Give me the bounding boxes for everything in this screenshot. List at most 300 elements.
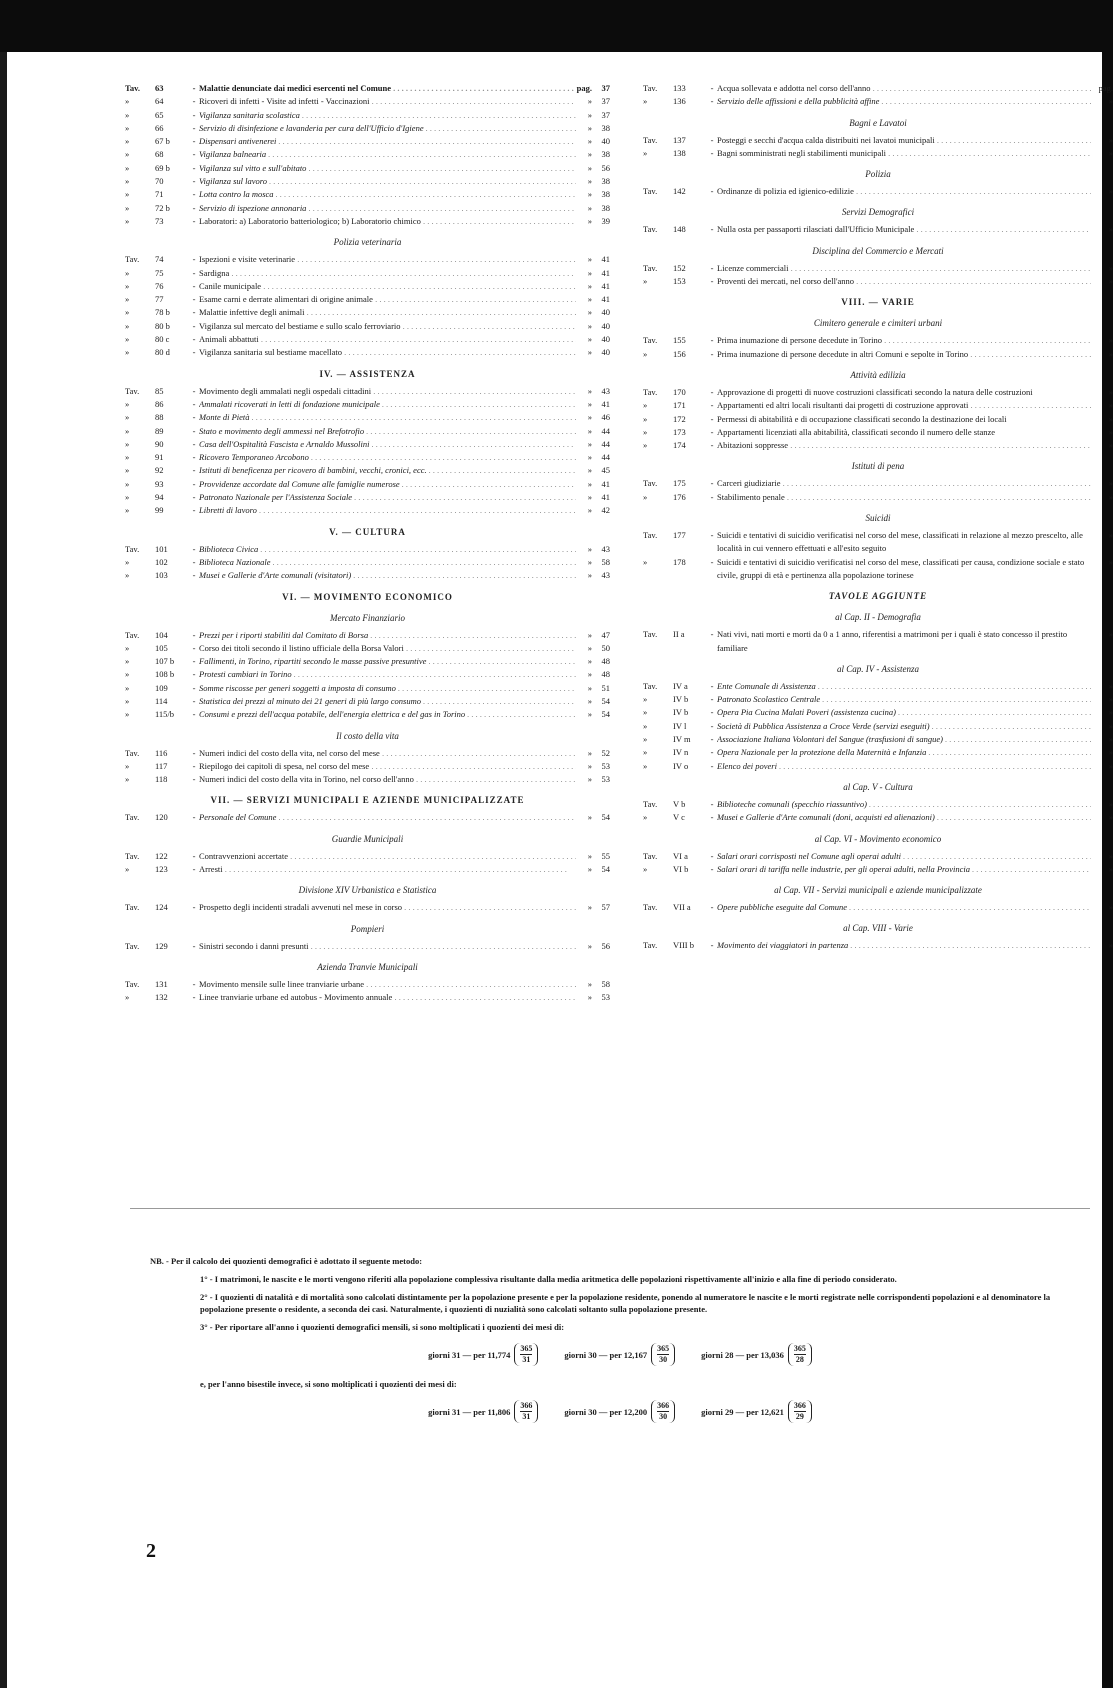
table-number: 173: [673, 426, 686, 437]
entry-dash: -: [192, 189, 196, 200]
page-prefix: »: [587, 334, 592, 345]
table-label: »: [125, 438, 130, 449]
table-label: »: [125, 320, 130, 331]
table-number: IV o: [673, 760, 689, 771]
entry-title: Fallimenti, in Torino, ripartiti secondo le masse passive presuntive . . .: [199, 655, 576, 668]
table-number: 91: [155, 452, 164, 463]
entry-dash: -: [710, 863, 714, 874]
page-reference: »: [1108, 335, 1113, 346]
page-prefix: »: [587, 136, 592, 147]
table-number: 107 b: [155, 656, 175, 667]
table-label: »: [125, 709, 130, 720]
page-number: 2: [146, 1540, 156, 1562]
entry-title: Società di Pubblica Assistenza a Croce Verde (servizi eseguiti) . . .: [717, 720, 1091, 733]
index-entry: [125, 122, 610, 135]
page-reference: 41: [601, 267, 610, 278]
index-entry: [125, 642, 610, 655]
table-number: 99: [155, 505, 164, 516]
note-3: 3° - Per riportare all'anno i quozienti demografici mensili, si sono moltiplicati i quozienti dei mesi di:: [200, 1322, 565, 1332]
page-reference: 38: [601, 122, 610, 133]
entry-title: Movimento degli ammalati negli ospedali cittadini . . .: [199, 385, 576, 398]
nb-label: NB. -: [150, 1256, 169, 1266]
table-label: »: [643, 734, 648, 745]
index-column-left: [125, 82, 610, 1005]
page-reference: 43: [601, 570, 610, 581]
formula-row-1: [150, 1343, 1090, 1366]
entry-dash: -: [192, 774, 196, 785]
multiplier-label: giorni 31 — per 11,806: [428, 1406, 511, 1417]
entry-dash: -: [710, 386, 714, 397]
multiplier-item: [701, 1400, 812, 1423]
entry-dash: -: [710, 491, 714, 502]
page-reference: 43: [601, 385, 610, 396]
page-reference: »: [1108, 680, 1113, 691]
table-label: »: [125, 492, 130, 503]
table-number: 177: [673, 530, 686, 541]
page-reference: »: [1108, 940, 1113, 951]
index-entry: [643, 720, 1113, 733]
page-reference: 52: [601, 747, 610, 758]
page-prefix: »: [587, 267, 592, 278]
table-label: »: [643, 413, 648, 424]
entry-title: Malattie infettive degli animali . . .: [199, 306, 576, 319]
table-label: »: [125, 398, 130, 409]
index-entry: [125, 175, 610, 188]
section-heading: al Cap. VII - Servizi municipali e aziende municipalizzate: [774, 885, 982, 896]
page-reference: 41: [601, 478, 610, 489]
page-reference: »: [1108, 262, 1113, 273]
page-reference: 40: [601, 136, 610, 147]
table-label: »: [125, 465, 130, 476]
entry-title: Permessi di abitabilità e di occupazione classificati secondo la destinazione dei locali: [717, 413, 1007, 424]
entry-title: Patronato Scolastico Centrale . . .: [717, 693, 1091, 706]
table-number: 80 b: [155, 320, 170, 331]
entry-dash: -: [192, 760, 196, 771]
table-label: Tav.: [125, 83, 141, 93]
page-prefix: »: [587, 940, 592, 951]
table-label: »: [125, 425, 130, 436]
page-prefix: »: [587, 709, 592, 720]
table-number: 114: [155, 695, 168, 706]
table-number: 174: [673, 440, 686, 451]
entry-dash: -: [710, 760, 714, 771]
fraction-numerator: 366: [520, 1401, 533, 1410]
entry-title: Musei e Gallerie d'Arte comunali (doni, acquisti ed alienazioni) . . .: [717, 811, 1091, 824]
page-prefix: »: [587, 122, 592, 133]
entry-title: Suicidi e tentativi di suicidio verificatisi nel corso del mese, classificati in relazione al mezzo prescelto, alle località in cui vennero effettuati e all'esito seguito: [717, 530, 1083, 554]
index-entry: [643, 863, 1113, 876]
index-entry: [125, 293, 610, 306]
page-reference: 45: [601, 465, 610, 476]
index-column-right: [643, 82, 1113, 953]
entry-dash: -: [710, 440, 714, 451]
table-label: »: [125, 149, 130, 160]
fraction: [651, 1343, 675, 1366]
table-label: Tav.: [643, 478, 658, 489]
table-number: 129: [155, 940, 168, 951]
index-entry: [125, 267, 610, 280]
entry-dash: -: [710, 413, 714, 424]
table-number: 137: [673, 134, 686, 145]
page-prefix: »: [587, 992, 592, 1003]
table-number: 102: [155, 556, 168, 567]
page-prefix: »: [587, 669, 592, 680]
entry-dash: -: [192, 902, 196, 913]
entry-dash: -: [710, 850, 714, 861]
section-heading: Polizia: [865, 169, 891, 180]
entry-title: Ricovero Temporaneo Arcobono . . .: [199, 451, 576, 464]
table-label: »: [125, 570, 130, 581]
table-number: 103: [155, 570, 168, 581]
table-number: 78 b: [155, 307, 170, 318]
page-reference: 41: [601, 492, 610, 503]
page-prefix: »: [587, 149, 592, 160]
fraction-denominator: 31: [522, 1412, 531, 1421]
page-reference: »: [1108, 734, 1113, 745]
index-entry: [125, 202, 610, 215]
table-number: 131: [155, 978, 168, 989]
page-reference: »: [1108, 629, 1113, 640]
table-number: 172: [673, 413, 686, 424]
table-label: Tav.: [643, 798, 658, 809]
section-heading: Istituti di pena: [851, 461, 905, 472]
index-entry: [125, 398, 610, 411]
entry-title: Ispezioni e visite veterinarie . . .: [199, 253, 576, 266]
page-reference: 56: [601, 940, 610, 951]
page-reference: »: [1108, 186, 1113, 197]
entry-title: Istituti di beneficenza per ricovero di bambini, vecchi, cronici, ecc. . . .: [199, 464, 576, 477]
table-number: V c: [673, 812, 685, 823]
page-reference: 50: [601, 642, 610, 653]
table-number: 136: [673, 96, 686, 107]
multiplier-item: [564, 1343, 675, 1366]
page-reference: »: [1108, 478, 1113, 489]
index-entry: [125, 280, 610, 293]
formula-row-2: [150, 1400, 1090, 1423]
entry-dash: -: [192, 656, 196, 667]
fraction-numerator: 365: [793, 1344, 806, 1353]
section-heading: Suicidi: [865, 513, 891, 524]
section-heading: VI. — MOVIMENTO ECONOMICO: [282, 591, 453, 602]
entry-title: Sardigna . . .: [199, 267, 576, 280]
table-label: »: [125, 122, 130, 133]
section-heading: Attività edilizia: [850, 369, 906, 380]
table-label: »: [125, 656, 130, 667]
index-entry: [643, 223, 1113, 236]
entry-dash: -: [192, 149, 196, 160]
table-number: 122: [155, 850, 168, 861]
entry-dash: -: [192, 556, 196, 567]
page-reference: 57: [601, 902, 610, 913]
table-number: IV n: [673, 747, 689, 758]
page-reference: 37: [601, 96, 610, 107]
entry-title: Appartamenti ed altri locali risultanti dai progetti di costruzione approvati . . .: [717, 399, 1091, 412]
table-label: »: [643, 426, 648, 437]
page-prefix: »: [587, 280, 592, 291]
section-heading: Il costo della vita: [336, 730, 399, 741]
entry-dash: -: [710, 400, 714, 411]
entry-title: Numeri indici del costo della vita, nel corso del mese . . .: [199, 747, 576, 760]
index-entry: [125, 451, 610, 464]
table-number: 90: [155, 438, 164, 449]
entry-title: Movimento mensile sulle linee tranviarie urbane . . .: [199, 978, 576, 991]
entry-dash: -: [710, 224, 714, 235]
document-page: [7, 52, 1113, 1688]
scan-border-top: [0, 0, 1113, 52]
page-prefix: »: [587, 695, 592, 706]
index-entry: [643, 556, 1113, 583]
entry-dash: -: [710, 940, 714, 951]
entry-dash: -: [710, 96, 714, 107]
index-entry: [125, 162, 610, 175]
table-number: 123: [155, 864, 168, 875]
page-prefix: »: [587, 864, 592, 875]
table-number: 88: [155, 412, 164, 423]
entry-dash: -: [192, 136, 196, 147]
index-entry: [125, 491, 610, 504]
index-entry: [125, 346, 610, 359]
index-entry: [643, 426, 1113, 439]
table-number: 68: [155, 149, 164, 160]
page-prefix: »: [587, 747, 592, 758]
index-entry: [643, 147, 1113, 160]
entry-title: Patronato Nazionale per l'Assistenza Sociale . . .: [199, 491, 576, 504]
table-number: 108 b: [155, 669, 175, 680]
table-label: »: [125, 176, 130, 187]
entry-title: Ricoveri di infetti - Visite ad infetti - Vaccinazioni . . .: [199, 95, 576, 108]
entry-dash: -: [192, 505, 196, 516]
index-entry: [643, 693, 1113, 706]
index-entry: [643, 134, 1113, 147]
table-number: 73: [155, 215, 164, 226]
index-entry: [643, 386, 1113, 399]
entry-dash: -: [192, 109, 196, 120]
entry-dash: -: [192, 669, 196, 680]
table-label: »: [125, 189, 130, 200]
entry-title: Libretti di lavoro . . .: [199, 504, 576, 517]
section-heading: Cimitero generale e cimiteri urbani: [813, 318, 943, 329]
entry-dash: -: [192, 850, 196, 861]
table-label: Tav.: [643, 262, 658, 273]
page-reference: »: [1108, 400, 1113, 411]
entry-dash: -: [192, 695, 196, 706]
entry-title: Prima inumazione di persone decedute in altri Comuni e sepolte in Torino . . .: [717, 348, 1091, 361]
entry-title: Vigilanza sul lavoro . . .: [199, 175, 576, 188]
multiplier-label: giorni 31 — per 11,774: [428, 1349, 511, 1360]
page-prefix: »: [587, 478, 592, 489]
entry-dash: -: [192, 478, 196, 489]
entry-dash: -: [710, 556, 714, 567]
entry-title: Movimento dei viaggiatori in partenza . . .: [717, 939, 1091, 952]
entry-title: Laboratori: a) Laboratorio batteriologico; b) Laboratorio chimico . . .: [199, 215, 576, 228]
index-entry: [643, 939, 1113, 952]
page-reference: pag.: [1098, 83, 1113, 93]
page-reference: 53: [601, 774, 610, 785]
page-reference: 44: [601, 452, 610, 463]
section-heading: al Cap. VIII - Varie: [843, 923, 913, 934]
table-label: »: [643, 276, 648, 287]
fraction: [788, 1343, 812, 1366]
table-label: Tav.: [643, 680, 658, 691]
table-number: 80 c: [155, 334, 170, 345]
table-label: »: [643, 96, 648, 107]
entry-title: Associazione Italiana Volontari del Sangue (trasfusioni di sangue) . . .: [717, 733, 1091, 746]
entry-dash: -: [192, 215, 196, 226]
entry-title: Corso dei titoli secondo il listino ufficiale della Borsa Valori . . .: [199, 642, 576, 655]
index-entry: [125, 747, 610, 760]
page-reference: 54: [601, 864, 610, 875]
entry-title: Prezzi per i riporti stabiliti dal Comitato di Borsa . . .: [199, 629, 576, 642]
section-heading: Servizi Demografici: [841, 207, 915, 218]
entry-title: Stato e movimento degli ammessi nel Brefotrofio . . .: [199, 425, 576, 438]
table-label: »: [643, 491, 648, 502]
table-number: 138: [673, 147, 686, 158]
entry-title: Linee tranviarie urbane ed autobus - Movimento annuale . . .: [199, 991, 576, 1004]
index-entry: [125, 940, 610, 953]
page-reference: »: [1108, 720, 1113, 731]
entry-title: Riepilogo dei capitoli di spesa, nel corso del mese . . .: [199, 760, 576, 773]
entry-dash: -: [192, 202, 196, 213]
index-entry: [125, 773, 610, 786]
table-label: »: [125, 347, 130, 358]
table-number: 77: [155, 294, 164, 305]
index-entry: [125, 850, 610, 863]
table-number: 76: [155, 280, 164, 291]
entry-title: Personale del Comune . . .: [199, 811, 576, 824]
table-label: Tav.: [643, 850, 658, 861]
table-label: Tav.: [643, 224, 658, 235]
entry-dash: -: [192, 412, 196, 423]
page-prefix: »: [587, 254, 592, 265]
entry-title: Elenco dei poveri . . .: [717, 760, 1091, 773]
table-label: »: [643, 720, 648, 731]
page-reference: 41: [601, 254, 610, 265]
entry-title: Nati vivi, nati morti e morti da 0 a 1 anno, riferentisi a matrimoni per i quali è stato concesso il prestito familiare: [717, 629, 1068, 653]
entry-title: Opere pubbliche eseguite dal Comune . . .: [717, 901, 1091, 914]
page-reference: »: [1108, 348, 1113, 359]
entry-dash: -: [192, 452, 196, 463]
entry-title: Vigilanza sanitaria scolastica . . .: [199, 109, 576, 122]
page-reference: 53: [601, 760, 610, 771]
index-entry: [125, 464, 610, 477]
table-number: 101: [155, 543, 168, 554]
entry-dash: -: [192, 682, 196, 693]
entry-dash: -: [710, 734, 714, 745]
page-reference: 38: [601, 176, 610, 187]
index-entry: [125, 135, 610, 148]
index-entry: [125, 411, 610, 424]
table-number: 116: [155, 747, 168, 758]
page-prefix: »: [587, 347, 592, 358]
page-prefix: »: [587, 438, 592, 449]
index-entry: [125, 95, 610, 108]
entry-title: Abitazioni soppresse . . .: [717, 439, 1091, 452]
entry-dash: -: [710, 798, 714, 809]
entry-title: Malattie denunciate dai medici esercenti nel Comune . . .: [199, 82, 576, 95]
index-entry: [643, 901, 1113, 914]
page-prefix: »: [587, 465, 592, 476]
entry-dash: -: [710, 680, 714, 691]
section-heading: V. — CULTURA: [329, 526, 406, 537]
page-prefix: »: [587, 642, 592, 653]
table-label: »: [643, 400, 648, 411]
table-number: 120: [155, 812, 168, 823]
table-number: 109: [155, 682, 168, 693]
entry-title: Vigilanza sanitaria sul bestiame macellato . . .: [199, 346, 576, 359]
table-label: Tav.: [643, 902, 658, 913]
entry-dash: -: [192, 864, 196, 875]
table-label: Tav.: [643, 186, 658, 197]
index-entry: [643, 850, 1113, 863]
page-reference: »: [1108, 96, 1113, 107]
entry-dash: -: [192, 978, 196, 989]
page-reference: 54: [601, 709, 610, 720]
table-number: 115/b: [155, 709, 175, 720]
entry-title: Salari orari di tariffa nelle industrie, per gli operai adulti, nella Provincia . . .: [717, 863, 1091, 876]
index-entry: [643, 399, 1113, 412]
table-number: 133: [673, 83, 686, 93]
table-label: »: [125, 294, 130, 305]
entry-title: Servizio di disinfezione e lavanderia per cura dell'Ufficio d'Igiene . . .: [199, 122, 576, 135]
page-reference: 42: [601, 505, 610, 516]
table-number: IV l: [673, 720, 687, 731]
table-label: »: [125, 307, 130, 318]
multiplier-item: [428, 1400, 538, 1423]
entry-title: Acqua sollevata e addotta nel corso dell'anno . . .: [717, 82, 1091, 95]
index-entry: [125, 569, 610, 582]
table-number: 175: [673, 478, 686, 489]
fraction-denominator: 28: [795, 1355, 804, 1364]
table-number: 93: [155, 478, 164, 489]
fraction-denominator: 30: [659, 1355, 668, 1364]
fraction-numerator: 366: [793, 1401, 806, 1410]
entry-title: Contravvenzioni accertate . . .: [199, 850, 576, 863]
entry-title: Statistica dei prezzi al minuto dei 21 generi di più largo consumo . . .: [199, 695, 576, 708]
entry-title: Servizio di ispezione annonaria . . .: [199, 202, 576, 215]
entry-title: Prospetto degli incidenti stradali avvenuti nel mese in corso . . .: [199, 901, 576, 914]
table-number: 71: [155, 189, 164, 200]
table-number: IV b: [673, 707, 689, 718]
table-label: Tav.: [643, 530, 658, 541]
index-entry: [125, 901, 610, 914]
entry-dash: -: [710, 902, 714, 913]
page-reference: 48: [601, 669, 610, 680]
entry-dash: -: [710, 478, 714, 489]
fraction-numerator: 366: [657, 1401, 670, 1410]
page-reference: 40: [601, 334, 610, 345]
entry-dash: -: [192, 294, 196, 305]
table-number: 80 d: [155, 347, 170, 358]
page-prefix: »: [587, 902, 592, 913]
entry-dash: -: [192, 992, 196, 1003]
entry-dash: -: [710, 262, 714, 273]
page-prefix: »: [587, 978, 592, 989]
section-heading: Bagni e Lavatoi: [849, 117, 907, 128]
entry-dash: -: [192, 465, 196, 476]
entry-dash: -: [710, 147, 714, 158]
table-number: 65: [155, 109, 164, 120]
entry-dash: -: [192, 385, 196, 396]
table-number: 156: [673, 348, 686, 359]
entry-dash: -: [710, 812, 714, 823]
table-number: VII a: [673, 902, 691, 913]
section-heading: VII. — SERVIZI MUNICIPALI E AZIENDE MUNICIPALIZZATE: [210, 795, 525, 806]
page-prefix: »: [587, 425, 592, 436]
index-entry: [643, 811, 1113, 824]
page-reference: 55: [601, 850, 610, 861]
index-entry: [643, 185, 1113, 198]
fraction: [514, 1400, 538, 1423]
